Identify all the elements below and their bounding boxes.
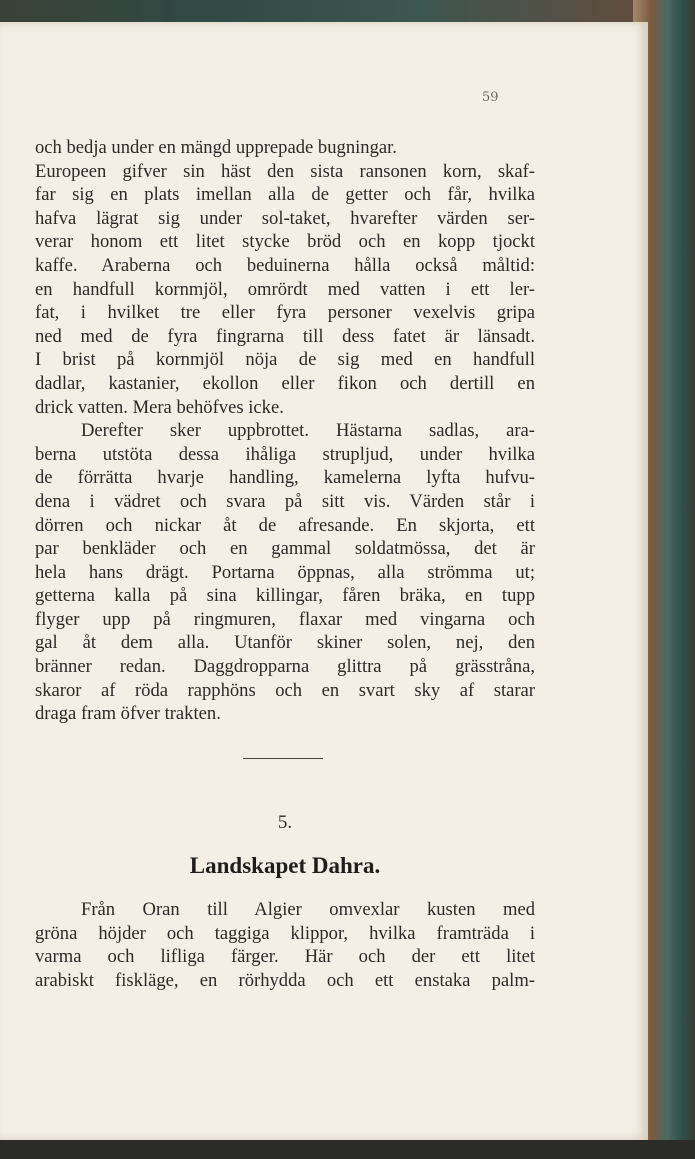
text-line: fat, i hvilket tre eller fyra personer vexelvis gripa — [35, 302, 535, 324]
text-line: kaffe. Araberna och beduinerna hålla också måltid: — [35, 254, 535, 276]
text-line: och bedja under en mängd upprepade bugningar. — [35, 137, 397, 158]
text-line: en handfull kornmjöl, omrördt med vatten i ett ler- — [35, 278, 535, 300]
text-line: varma och lifliga färger. Här och der ett litet — [35, 946, 535, 968]
text-line: par benkläder och en gammal soldatmössa, det är — [35, 538, 535, 560]
text-line: arabiskt fiskläge, en rörhydda och ett enstaka palm- — [35, 969, 535, 991]
text-line: Derefter sker uppbrottet. Hästarna sadlas, ara- — [81, 420, 535, 442]
text-line: I brist på kornmjöl nöja de sig med en handfull — [35, 349, 535, 371]
text-line: Europeen gifver sin häst den sista ransonen korn, skaf- — [35, 160, 535, 182]
text-line: draga fram öfver trakten. — [35, 703, 221, 725]
body-text-section-5 — [35, 898, 535, 992]
book-bottom-edge — [0, 1140, 695, 1159]
text-line: Från Oran till Algier omvexlar kusten med — [81, 899, 535, 920]
text-line: de förrätta hvarje handling, kamelerna lyfta hufvu- — [35, 467, 535, 489]
section-title: Landskapet Dahra. — [189, 853, 381, 878]
text-line: dena i vädret och svara på sitt vis. Värden står i — [35, 490, 535, 512]
section-divider — [243, 758, 323, 759]
text-line: ned med de fyra fingrarna till dess fatet är länsadt. — [35, 325, 535, 347]
page-number: 59 — [482, 90, 499, 105]
text-line: hafva lägrat sig under sol-taket, hvarefter värden ser- — [35, 207, 535, 229]
text-line: getterna kalla på sina killingar, fåren bräka, en tupp — [35, 585, 535, 607]
text-line: drick vatten. Mera behöfves icke. — [35, 396, 284, 418]
text-line: berna utstöta dessa ihåliga strupljud, under hvilka — [35, 443, 535, 465]
text-line: gal åt dem alla. Utanför skiner solen, nej, den — [35, 632, 535, 654]
text-line: dadlar, kastanier, ekollon eller fikon och dertill en — [35, 372, 535, 394]
text-line: gröna höjder och taggiga klippor, hvilka framträda i — [35, 922, 535, 944]
text-line: hela hans drägt. Portarna öppnas, alla strömma ut; — [35, 561, 535, 583]
text-line: far sig en plats imellan alla de getter och får, hvilka — [35, 184, 535, 206]
text-line: skaror af röda rapphöns och en svart sky af starar — [35, 679, 535, 701]
section-number: 5. — [277, 812, 293, 833]
text-line: dörren och nickar åt de afresande. En skjorta, ett — [35, 514, 535, 536]
text-line: bränner redan. Daggdropparna glittra på grässtråna, — [35, 656, 535, 678]
text-line: verar honom ett litet stycke bröd och en kopp tjockt — [35, 231, 535, 253]
text-line: flyger upp på ringmuren, flaxar med vingarna och — [35, 608, 535, 630]
body-text — [35, 136, 535, 726]
book-top-edge — [0, 0, 695, 24]
